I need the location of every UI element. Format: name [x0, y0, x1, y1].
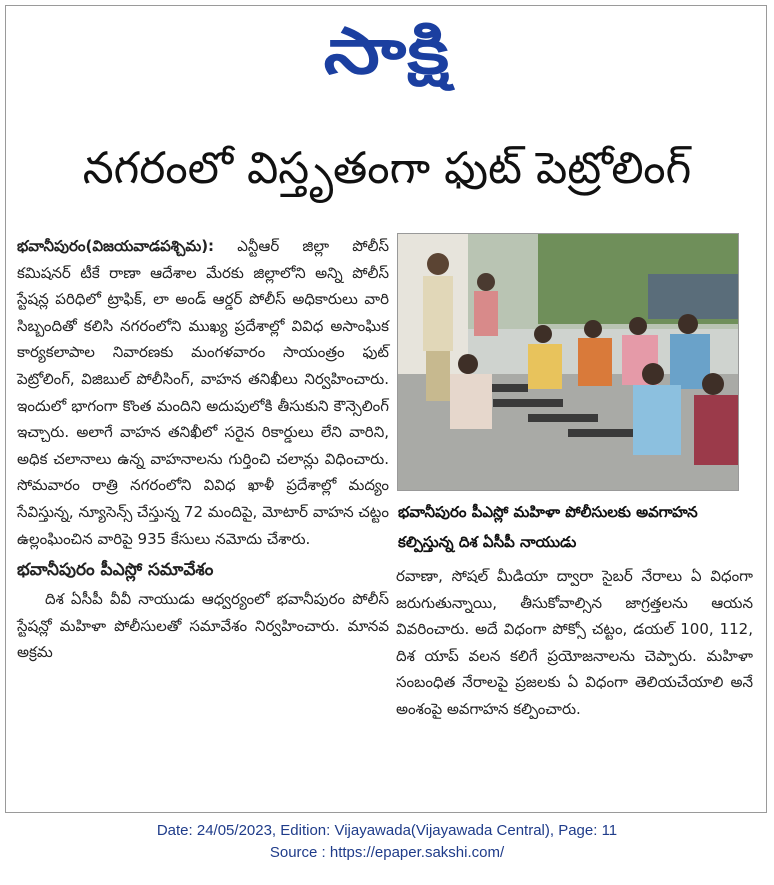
article-paragraph-2: దిశ ఏసీపీ వీవీ నాయుడు ఆధ్వర్యంలో భవానీపురం పోలీస్ స్టేషన్లో మహిళా పోలీసులతో సమావేశం నిర్వహించారు. మానవ అక్రమ — [17, 590, 389, 662]
article-subheading: భవానీపురం పీఎస్లో సమావేశం — [17, 560, 214, 581]
paragraph-1-text: ఎన్టీఆర్ జిల్లా పోలీస్ కమిషనర్ టీకే రాణా ఆదేశాల మేరకు జిల్లాలోని అన్ని పోలీస్ స్టేషన్ల పరిధిలో ట్రాఫిక్, లా అండ్ ఆర్డర్ పోలీస్ అధికారులు వారి సిబ్బందితో కలిసి నగరంలోని ముఖ్య ప్రదేశాల్లో వివిధ అసాంఘిక కార్యకలాపాల నివారణకు మంగళవారం సాయంత్రం ఫుట్ పెట్రోలింగ్, విజిబుల్ పోలీసింగ్, వాహన తనిఖీలు నిర్వహించారు. ఇందులో భాగంగా కొంత మందిని అదుపులోకి తీసుకుని కౌన్సెలింగ్ ఇచ్చారు. అలాగే వాహన తనిఖీలో సరైన రికార్డులు లేని వారిని, అధిక చలానాలు ఉన్న వాహనాలను గుర్తించి చలాన్లు విధించారు. సోమవారం రాత్రి నగరంలోని వివిధ ఖాళీ ప్రదేశాల్లో మద్యం సేవిస్తున్న, న్యూసెన్స్ చేస్తున్న 72 మందిపై, మోటార్ వాహన చట్టం ఉల్లంఘించిన వారిపై 935 కేసులు నమోదు చేశారు. — [17, 237, 389, 548]
dateline: భవానీపురం(విజయవాడపశ్చిమ): — [17, 237, 215, 255]
article-column-left — [17, 233, 389, 666]
article-paragraph-1 — [17, 233, 389, 552]
article-photo — [397, 233, 739, 491]
edition-info: Date: 24/05/2023, Edition: Vijayawada(Vijayawada Central), Page: 11 — [156, 822, 618, 839]
article-column-right — [396, 563, 753, 723]
article-paragraph-3: రవాణా, సోషల్ మీడియా ద్వారా సైబర్ నేరాలు ఏ విధంగా జరుగుతున్నాయి, తీసుకోవాల్సిన జాగ్రత్తలను ఆయన వివరించారు. అదే విధంగా పోక్సో చట్టం, డయల్ 100, 112, దిశ యాప్ వలన కలిగే ప్రయోజనాలను చెప్పారు. మహిళా సంబంధిత నేరాలపై ప్రజలకు ఏ విధంగా తెలియచేయాలి అనే అంశంపై అవగాహన కల్పించారు. — [396, 567, 753, 718]
photo-caption: భవానీపురం పీఎస్లో మహిళా పోలీసులకు అవగాహన కల్పిస్తున్న దిశ ఏసీపీ నాయుడు — [398, 503, 698, 551]
photo-women-police-meeting — [398, 234, 739, 491]
newspaper-logo: సాక్షి — [323, 15, 451, 89]
article-headline: నగరంలో విస్తృతంగా ఫుట్ పెట్రోలింగ్ — [82, 143, 692, 194]
source-link[interactable]: Source : https://epaper.sakshi.com/ — [269, 844, 505, 861]
clipping-footer — [0, 820, 774, 864]
